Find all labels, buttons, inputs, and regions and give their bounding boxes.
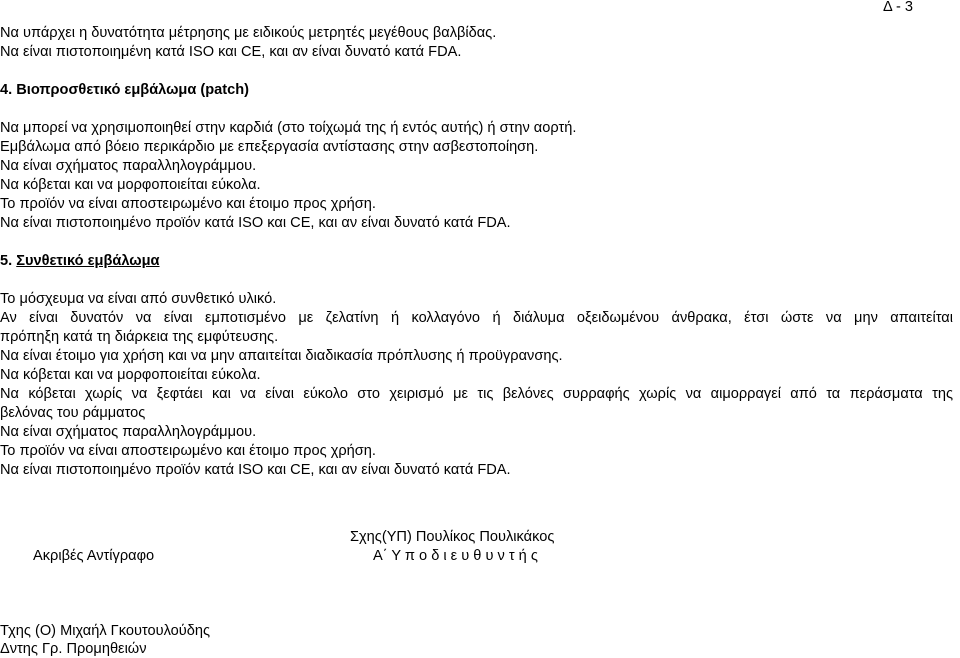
page-marker: Δ - 3 xyxy=(883,0,914,15)
intro-line-2: Να είναι πιστοποιημένη κατά ISO και CE, και αν είναι δυνατό κατά FDA. xyxy=(0,44,462,60)
section-5-line-2: Αν είναι δυνατόν να είναι εμποτισμένο με ζελατίνη ή κολλαγόνο ή διάλυμα οξειδωμένου άνθρακα, έτσι ώστε να μην απαιτείται xyxy=(0,310,953,326)
signer-title: Α΄ Υ π ο δ ι ε υ θ υ ν τ ή ς xyxy=(373,548,538,564)
section-4-line-2: Εμβάλωμα από βόειο περικάρδιο με επεξεργασία αντίστασης στην ασβεστοποίηση. xyxy=(0,139,539,155)
intro-line-1: Να υπάρχει η δυνατότητα μέτρησης με ειδικούς μετρητές μεγέθους βαλβίδας. xyxy=(0,25,497,41)
section-4-heading: 4. Βιοπροσθετικό εμβάλωμα (patch) xyxy=(0,82,250,98)
section-4-line-5: Το προϊόν να είναι αποστειρωμένο και έτοιμο προς χρήση. xyxy=(0,196,376,212)
copy-label: Ακριβές Αντίγραφο xyxy=(33,548,155,564)
section-5-line-7: βελόνας του ράμματος xyxy=(0,405,146,421)
footer-name: Τχης (Ο) Μιχαήλ Γκουτουλούδης xyxy=(0,623,211,639)
section-5-line-1: Το μόσχευμα να είναι από συνθετικό υλικό. xyxy=(0,291,277,307)
section-4-line-1: Να μπορεί να χρησιμοποιηθεί στην καρδιά (στο τοίχωμά της ή εντός αυτής) ή στην αορτή. xyxy=(0,120,577,136)
section-4-line-6: Να είναι πιστοποιημένο προϊόν κατά ISO και CE, και αν είναι δυνατό κατά FDA. xyxy=(0,215,511,231)
footer-title: Δντης Γρ. Προμηθειών xyxy=(0,641,147,657)
section-5-line-9: Το προϊόν να είναι αποστειρωμένο και έτοιμο προς χρήση. xyxy=(0,443,376,459)
section-4-line-3: Να είναι σχήματος παραλληλογράμμου. xyxy=(0,158,257,174)
section-5-line-4: Να είναι έτοιμο για χρήση και να μην απαιτείται διαδικασία πρόπλυσης ή προϋγρανσης. xyxy=(0,348,563,364)
section-5-number: 5. xyxy=(0,253,13,269)
section-5-title: Συνθετικό εμβάλωμα xyxy=(16,253,160,269)
section-5-heading xyxy=(0,252,160,270)
section-4-line-4: Να κόβεται και να μορφοποιείται εύκολα. xyxy=(0,177,261,193)
section-5-line-6: Να κόβεται χωρίς να ξεφτάει και να είναι εύκολο στο χειρισμό με τις βελόνες συρραφής χωρίς να αιμορραγεί από τα περάσματα της xyxy=(0,386,953,402)
signer-name: Σχης(ΥΠ) Πουλίκος Πουλικάκος xyxy=(350,529,555,545)
section-5-line-10: Να είναι πιστοποιημένο προϊόν κατά ISO και CE, και αν είναι δυνατό κατά FDA. xyxy=(0,462,511,478)
section-5-line-8: Να είναι σχήματος παραλληλογράμμου. xyxy=(0,424,257,440)
section-5-line-5: Να κόβεται και να μορφοποιείται εύκολα. xyxy=(0,367,261,383)
section-5-line-3: πρόπηξη κατά τη διάρκεια της εμφύτευσης. xyxy=(0,329,279,345)
